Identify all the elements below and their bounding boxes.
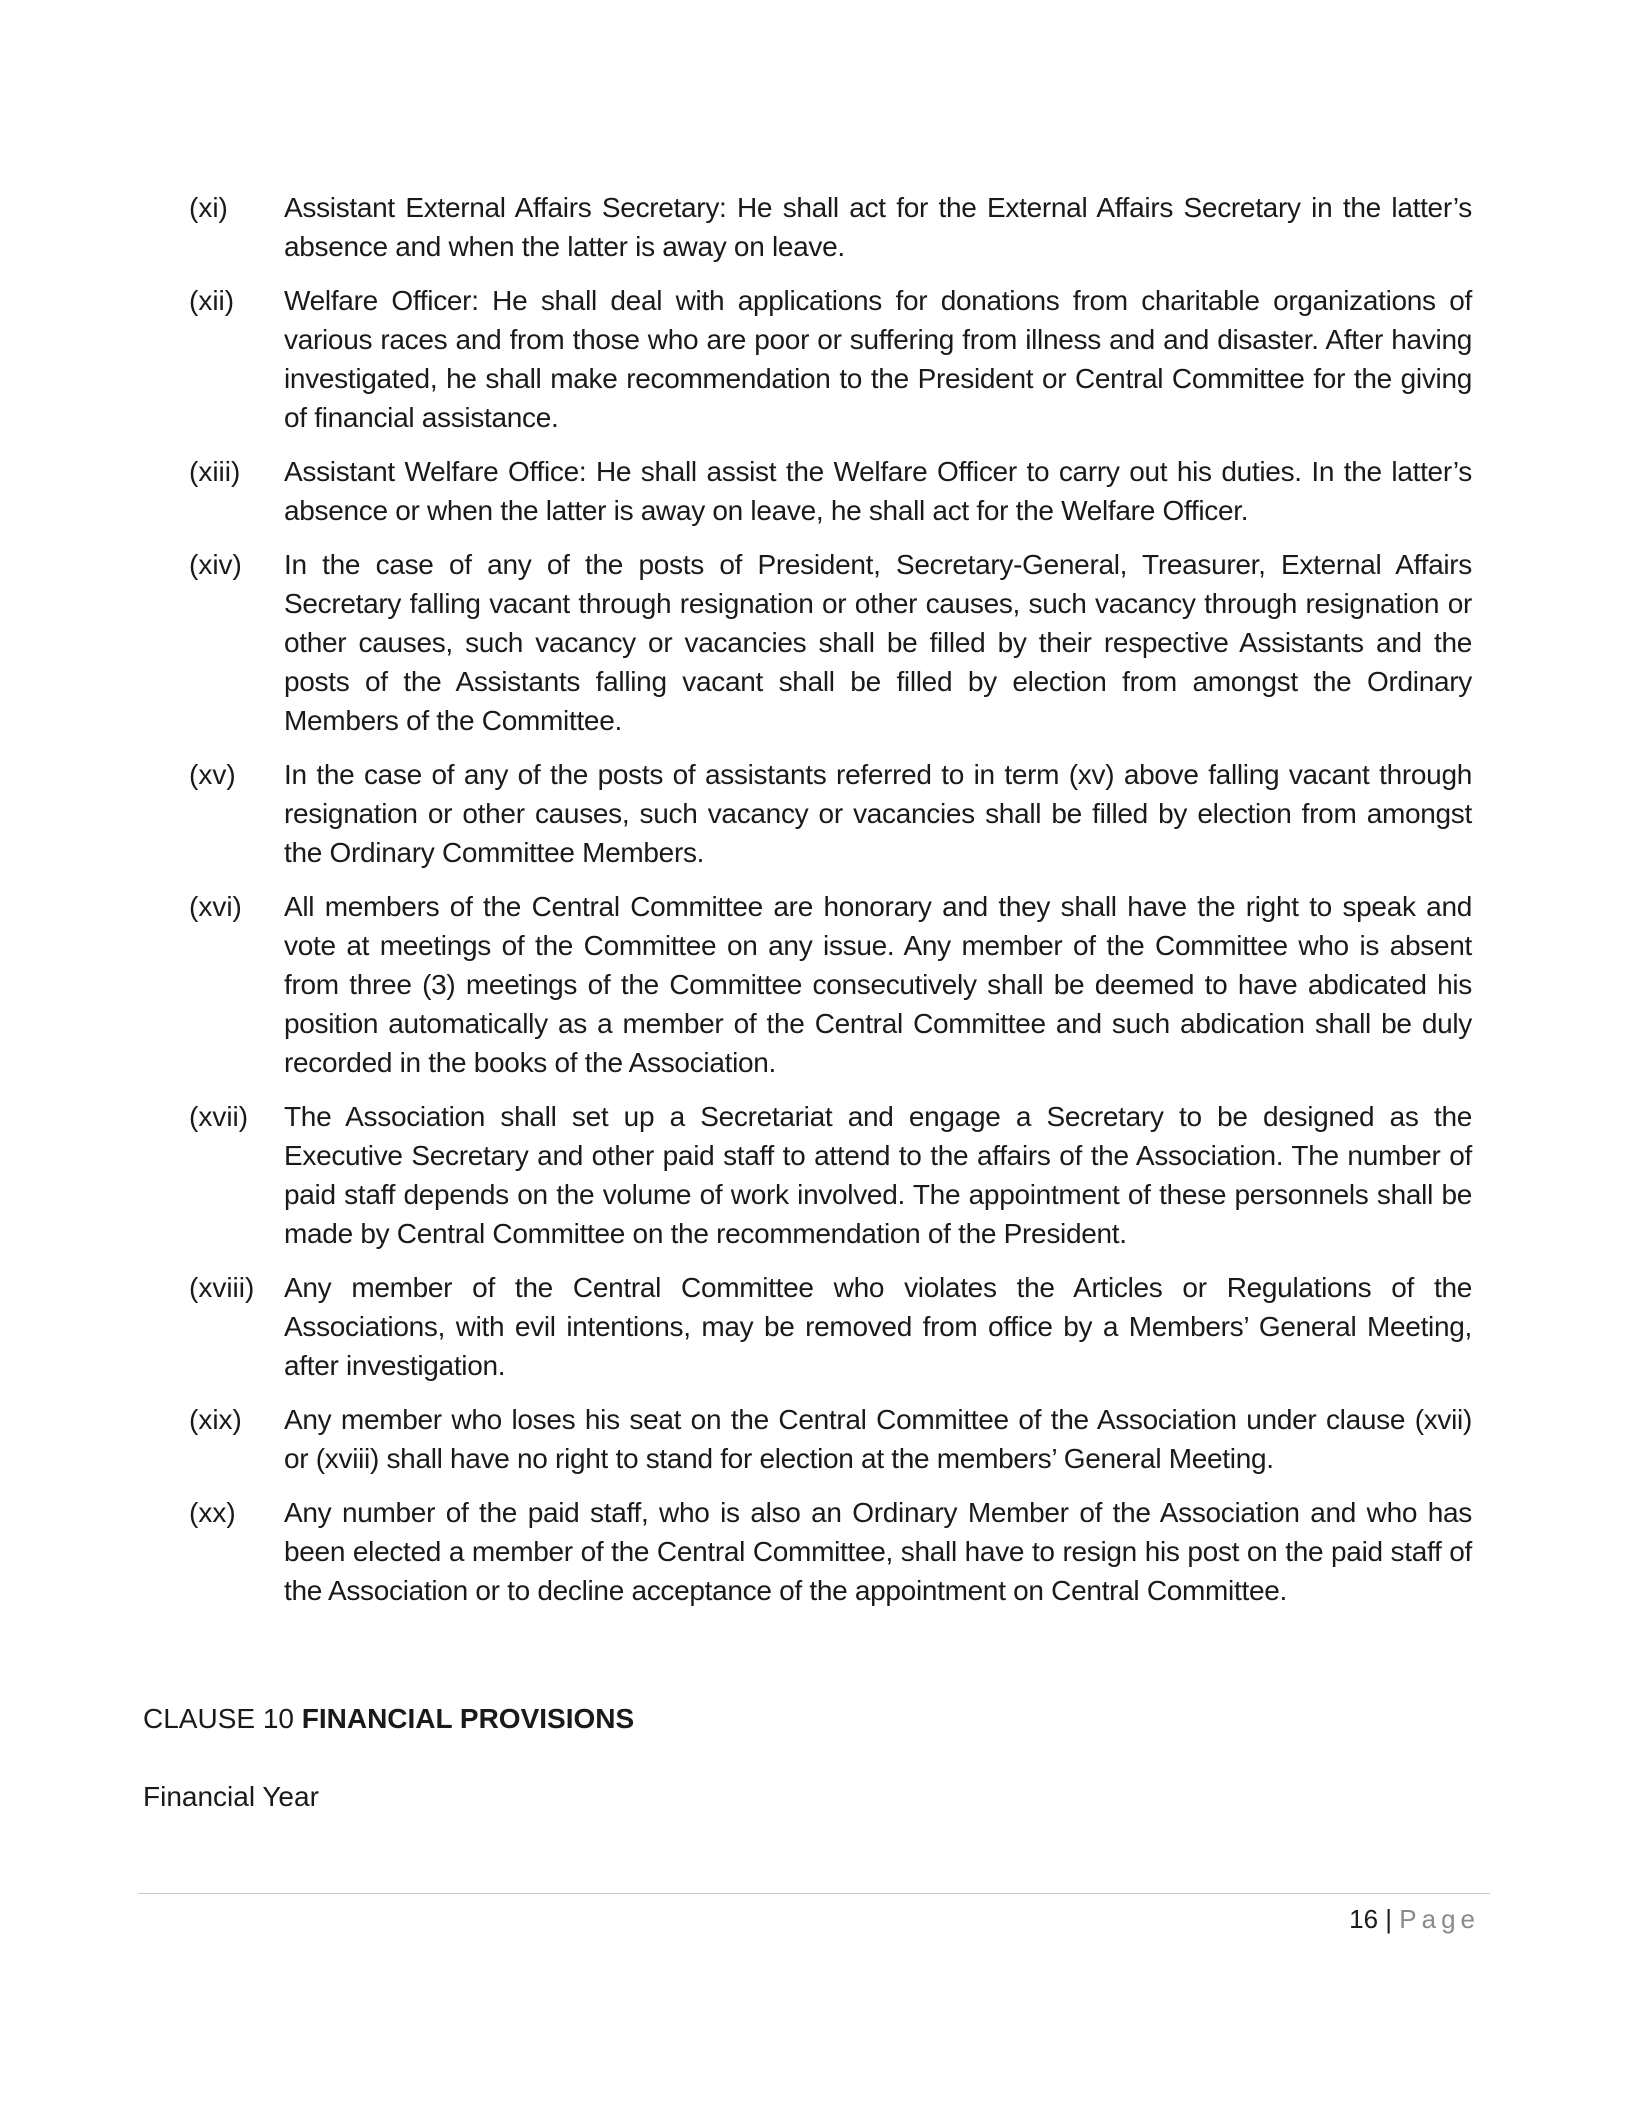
list-item — [189, 1493, 1489, 1610]
list-item — [189, 1268, 1489, 1385]
item-text: Any member of the Central Committee who violates the Articles or Regulations of the Associations, with evil intentions, may be removed from office by a Members’ General Meeting, after investigation. — [284, 1272, 1472, 1381]
item-number: (xviii) — [189, 1272, 255, 1303]
item-text: Assistant External Affairs Secretary: He shall act for the External Affairs Secretary in the latter’s absence and when the latter is away on leave. — [284, 192, 1472, 262]
list-item — [189, 452, 1489, 530]
item-text: In the case of any of the posts of assistants referred to in term (xv) above falling vacant through resignation or other causes, such vacancy or vacancies shall be filled by election from amongst the Ordinary Committee Members. — [284, 759, 1472, 868]
page-word: Page — [1399, 1904, 1480, 1934]
item-text: Any member who loses his seat on the Central Committee of the Association under clause (xvii) or (xviii) shall have no right to stand for election at the members’ General Meeting. — [284, 1404, 1472, 1474]
item-number: (xv) — [189, 759, 236, 790]
clause-prefix: CLAUSE 10 — [143, 1703, 302, 1734]
list-item — [189, 545, 1489, 740]
sub-heading: Financial Year — [143, 1781, 319, 1812]
page-footer — [1349, 1901, 1480, 1937]
item-text: All members of the Central Committee are honorary and they shall have the right to speak and vote at meetings of the Committee on any issue. Any member of the Committee who is absent from three (3) meetings of the Committee consecutively shall be deemed to have abdicated his position automatically as a member of the Central Committee and such abdication shall be duly recorded in the books of the Association. — [284, 891, 1472, 1078]
list-item — [189, 188, 1489, 266]
footer-separator: | — [1378, 1904, 1400, 1934]
list-item — [189, 1097, 1489, 1253]
clause-heading — [143, 1699, 634, 1739]
item-text: In the case of any of the posts of President, Secretary-General, Treasurer, External Affairs Secretary falling vacant through resignation or other causes, such vacancy through resignation or other causes, such vacancy or vacancies shall be filled by their respective Assistants and the posts of the Assistants falling vacant shall be filled by election from amongst the Ordinary Members of the Committee. — [284, 549, 1472, 736]
item-number: (xi) — [189, 192, 228, 223]
numbered-list — [189, 188, 1489, 1625]
list-item — [189, 281, 1489, 437]
footer-divider — [138, 1893, 1490, 1894]
item-text: Any number of the paid staff, who is also an Ordinary Member of the Association and who has been elected a member of the Central Committee, shall have to resign his post on the paid staff of the Association or to decline acceptance of the appointment on Central Committee. — [284, 1497, 1472, 1606]
page-number: 16 — [1349, 1904, 1379, 1934]
list-item — [189, 1400, 1489, 1478]
list-item — [189, 755, 1489, 872]
item-number: (xiii) — [189, 456, 241, 487]
item-number: (xix) — [189, 1404, 242, 1435]
item-text: Assistant Welfare Office: He shall assist the Welfare Officer to carry out his duties. In the latter’s absence or when the latter is away on leave, he shall act for the Welfare Officer. — [284, 456, 1472, 526]
item-text: The Association shall set up a Secretariat and engage a Secretary to be designed as the Executive Secretary and other paid staff to attend to the affairs of the Association. The number of paid staff depends on the volume of work involved. The appointment of these personnels shall be made by Central Committee on the recommendation of the President. — [284, 1101, 1472, 1249]
item-number: (xvi) — [189, 891, 242, 922]
item-text: Welfare Officer: He shall deal with applications for donations from charitable organizations of various races and from those who are poor or suffering from illness and and disaster. After having investigated, he shall make recommendation to the President or Central Committee for the giving of financial assistance. — [284, 285, 1472, 433]
item-number: (xiv) — [189, 549, 242, 580]
item-number: (xvii) — [189, 1101, 249, 1132]
item-number: (xx) — [189, 1497, 236, 1528]
list-item — [189, 887, 1489, 1082]
item-number: (xii) — [189, 285, 235, 316]
clause-title: FINANCIAL PROVISIONS — [301, 1703, 635, 1734]
